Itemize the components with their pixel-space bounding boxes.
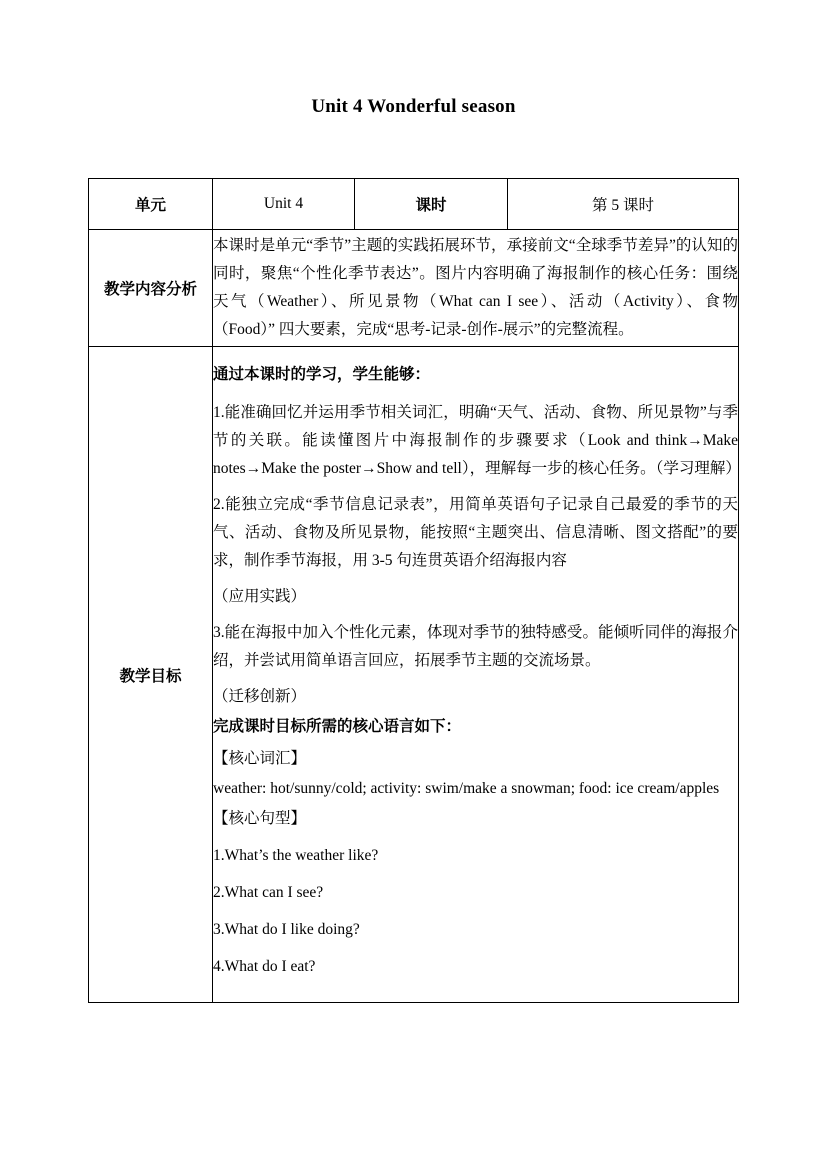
table-row-unit-period <box>89 179 739 230</box>
period-header-cell: 课时 <box>355 179 508 230</box>
goals-content-cell <box>213 347 739 1003</box>
goals-intro: 通过本课时的学习，学生能够： <box>213 366 431 383</box>
sentence-pattern-2: 2.What can I see? <box>213 884 324 901</box>
document-title: Unit 4 Wonderful season <box>311 96 516 117</box>
goal-3-note: （迁移创新） <box>213 688 307 705</box>
goal-paragraph-2: 2.能独立完成“季节信息记录表”，用简单英语句子记录自己最爱的季节的天气、活动、食物及所见景物，能按照“主题突出、信息清晰、图文搭配”的要求，制作季节海报，用 3-5 句连贯英语介绍海报内容 <box>213 496 738 569</box>
core-sentence-pattern-heading: 【核心句型】 <box>213 810 307 827</box>
goal-paragraph-3: 3.能在海报中加入个性化元素，体现对季节的独特感受。能倾听同伴的海报介绍，并尝试用简单语言回应，拓展季节主题的交流场景。 <box>213 624 738 669</box>
unit-value-cell: Unit 4 <box>213 179 355 230</box>
core-vocabulary-heading: 【核心词汇】 <box>213 750 307 767</box>
analysis-content-cell: 本课时是单元“季节”主题的实践拓展环节，承接前文“全球季节差异”的认知的同时，聚焦“个性化季节表达”。图片内容明确了海报制作的核心任务：围绕天气（Weather）、所见景物（What can I see）、活动（Activity）、食物（Food）” 四大要素，完成“思考-记录-创作-展示”的完整流程。 <box>213 230 739 347</box>
period-value-cell: 第 5 课时 <box>508 179 739 230</box>
lesson-plan-table <box>88 178 739 1003</box>
table-row-content-analysis <box>89 230 739 347</box>
core-vocabulary-text: weather: hot/sunny/cold; activity: swim/make a snowman; food: ice cream/apples <box>213 780 720 797</box>
table-row-teaching-goals <box>89 347 739 1003</box>
sentence-pattern-1: 1.What’s the weather like? <box>213 847 379 864</box>
unit-header-cell: 单元 <box>89 179 213 230</box>
analysis-label-cell: 教学内容分析 <box>89 230 213 347</box>
core-language-heading: 完成课时目标所需的核心语言如下： <box>213 718 462 735</box>
sentence-pattern-4: 4.What do I eat? <box>213 958 316 975</box>
goals-label-cell: 教学目标 <box>89 347 213 1003</box>
goal-2-note: （应用实践） <box>213 588 307 605</box>
goal-paragraph-1: 1.能准确回忆并运用季节相关词汇，明确“天气、活动、食物、所见景物”与季节的关联。能读懂图片中海报制作的步骤要求（Look and think→Make notes→Make the poster→Show and tell），理解每一步的核心任务。（学习理解） <box>213 404 741 477</box>
sentence-pattern-3: 3.What do I like doing? <box>213 921 360 938</box>
